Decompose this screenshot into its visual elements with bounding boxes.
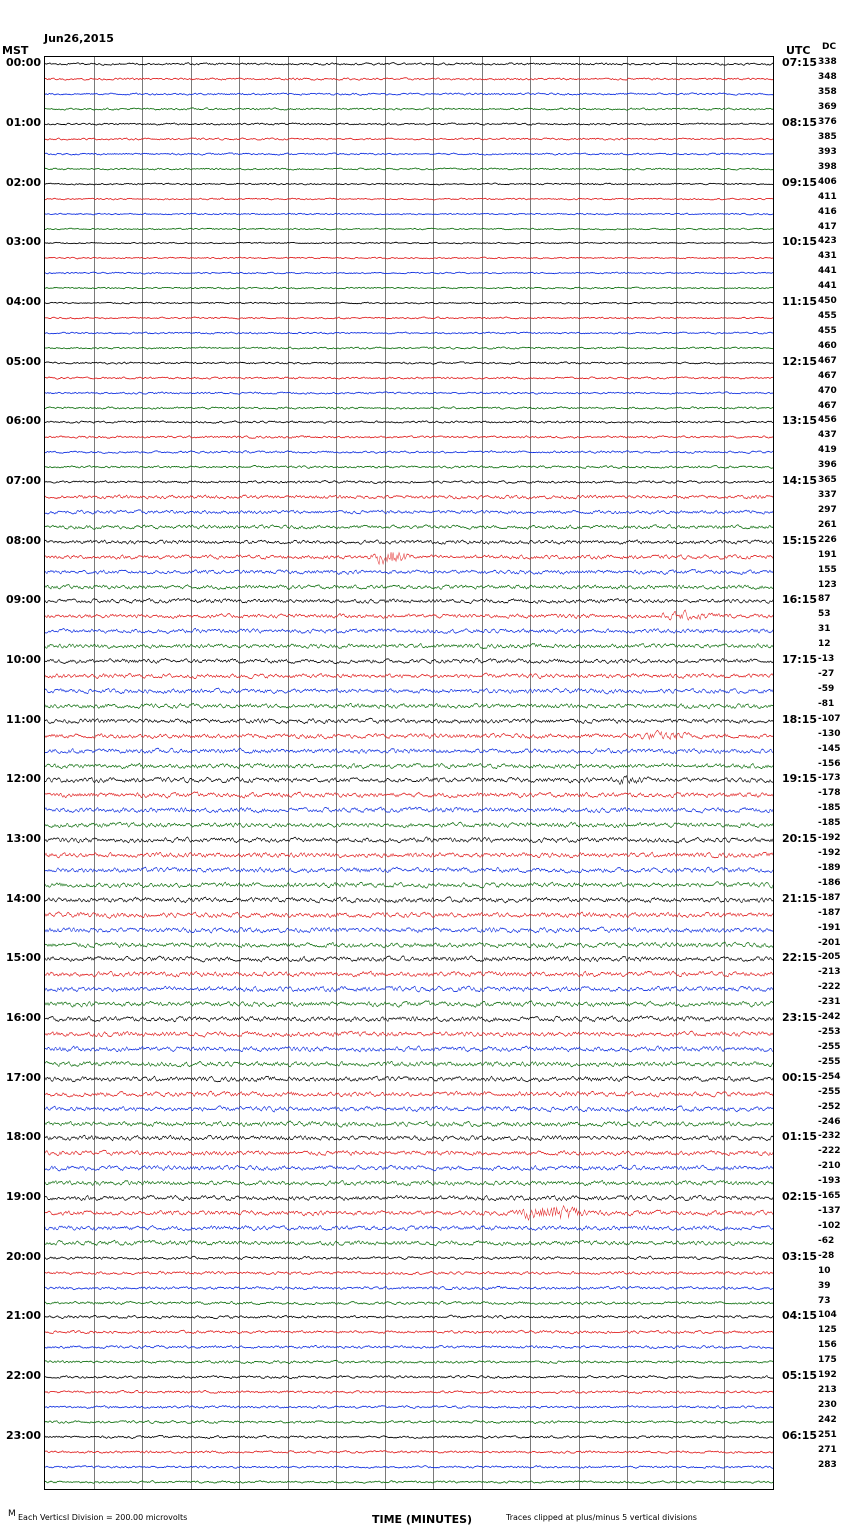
header-date: Jun26,2015 — [44, 32, 114, 45]
left-time-label: 17:00 — [6, 1070, 42, 1084]
right-time-label: 02:15 — [782, 1190, 818, 1204]
left-time-label: 23:00 — [6, 1428, 42, 1442]
dc-value: 192 — [818, 1370, 837, 1381]
dc-value: 12 — [818, 639, 831, 650]
dc-value: 385 — [818, 132, 837, 143]
right-time-label: 14:15 — [782, 474, 818, 488]
dc-value: 467 — [818, 370, 837, 381]
dc-value: -232 — [818, 1131, 841, 1142]
dc-value: -222 — [818, 1146, 841, 1157]
dc-value: -252 — [818, 1101, 841, 1112]
dc-value: -193 — [818, 1176, 841, 1187]
right-time-label: 06:15 — [782, 1428, 818, 1442]
right-time-label: 21:15 — [782, 891, 818, 905]
dc-value: -107 — [818, 713, 841, 724]
right-time-label: 19:15 — [782, 772, 818, 786]
dc-value: -255 — [818, 1056, 841, 1067]
dc-value: 467 — [818, 355, 837, 366]
right-time-label: 04:15 — [782, 1309, 818, 1323]
dc-value: 455 — [818, 311, 837, 322]
left-time-label: 12:00 — [6, 772, 42, 786]
right-time-label: 16:15 — [782, 593, 818, 607]
right-time-label: 05:15 — [782, 1369, 818, 1383]
dc-value: -185 — [818, 803, 841, 814]
dc-value: 123 — [818, 579, 837, 590]
dc-value: 39 — [818, 1280, 831, 1291]
dc-value: 213 — [818, 1385, 837, 1396]
dc-value: 423 — [818, 236, 837, 247]
left-time-label: 20:00 — [6, 1249, 42, 1263]
left-time-label: 02:00 — [6, 175, 42, 189]
left-time-label: 01:00 — [6, 116, 42, 130]
dc-value: -255 — [818, 1086, 841, 1097]
left-time-label: 09:00 — [6, 593, 42, 607]
right-time-label: 01:15 — [782, 1130, 818, 1144]
dc-value: 155 — [818, 564, 837, 575]
left-time-label: 13:00 — [6, 832, 42, 846]
right-time-label: 17:15 — [782, 653, 818, 667]
dc-value: -185 — [818, 818, 841, 829]
dc-value: -192 — [818, 833, 841, 844]
dc-value: 358 — [818, 87, 837, 98]
dc-value: 470 — [818, 385, 837, 396]
dc-value: 467 — [818, 400, 837, 411]
dc-value: -210 — [818, 1161, 841, 1172]
dc-value: -173 — [818, 773, 841, 784]
dc-value: 348 — [818, 72, 837, 83]
left-time-label: 10:00 — [6, 653, 42, 667]
dc-value: 417 — [818, 221, 837, 232]
dc-value: 369 — [818, 102, 837, 113]
dc-value: 175 — [818, 1355, 837, 1366]
right-time-label: 08:15 — [782, 116, 818, 130]
dc-value: -187 — [818, 892, 841, 903]
left-time-label: 08:00 — [6, 533, 42, 547]
dc-value: 365 — [818, 475, 837, 486]
dc-value: -156 — [818, 758, 841, 769]
dc-value: -27 — [818, 669, 835, 680]
dc-value: -187 — [818, 907, 841, 918]
left-time-label: 14:00 — [6, 891, 42, 905]
dc-value: -178 — [818, 788, 841, 799]
left-axis-label: MST — [2, 44, 29, 57]
left-time-label: 15:00 — [6, 951, 42, 965]
left-time-label: 18:00 — [6, 1130, 42, 1144]
right-time-label: 10:15 — [782, 235, 818, 249]
dc-value: 441 — [818, 266, 837, 277]
dc-value: -205 — [818, 952, 841, 963]
dc-value: 73 — [818, 1295, 831, 1306]
left-time-label: 11:00 — [6, 712, 42, 726]
dc-value: 191 — [818, 549, 837, 560]
right-time-label: 11:15 — [782, 295, 818, 309]
dc-value: 419 — [818, 445, 837, 456]
right-time-label: 22:15 — [782, 951, 818, 965]
scale-note: Each Verticsl Division = 200.00 microvolts — [18, 1513, 188, 1522]
dc-value: 441 — [818, 281, 837, 292]
dc-value: -81 — [818, 698, 835, 709]
dc-value: 261 — [818, 519, 837, 530]
trace-row — [45, 1469, 773, 1489]
dc-value: 271 — [818, 1444, 837, 1455]
dc-value: 416 — [818, 206, 837, 217]
dc-value: -254 — [818, 1071, 841, 1082]
dc-value: 297 — [818, 504, 837, 515]
left-time-label: 07:00 — [6, 474, 42, 488]
dc-value: -201 — [818, 937, 841, 948]
dc-value: 456 — [818, 415, 837, 426]
dc-value: 431 — [818, 251, 837, 262]
dc-value: -62 — [818, 1235, 835, 1246]
dc-value: 398 — [818, 161, 837, 172]
dc-value: 396 — [818, 460, 837, 471]
dc-value: -222 — [818, 982, 841, 993]
dc-value: 251 — [818, 1429, 837, 1440]
dc-value: 87 — [818, 594, 831, 605]
dc-value: 460 — [818, 340, 837, 351]
dc-value: -28 — [818, 1250, 835, 1261]
right-time-label: 00:15 — [782, 1070, 818, 1084]
dc-value: -253 — [818, 1027, 841, 1038]
right-time-label: 20:15 — [782, 832, 818, 846]
dc-value: 376 — [818, 117, 837, 128]
dc-value: -191 — [818, 922, 841, 933]
dc-value: 406 — [818, 176, 837, 187]
dc-value: -192 — [818, 848, 841, 859]
dc-value: -186 — [818, 877, 841, 888]
left-time-label: 22:00 — [6, 1369, 42, 1383]
dc-value: 338 — [818, 57, 837, 68]
dc-value: 437 — [818, 430, 837, 441]
clip-note: Traces clipped at plus/minus 5 vertical divisions — [506, 1513, 697, 1522]
left-time-label: 04:00 — [6, 295, 42, 309]
dc-value: -59 — [818, 683, 835, 694]
dc-value: -246 — [818, 1116, 841, 1127]
dc-value: 31 — [818, 624, 831, 635]
dc-value: -165 — [818, 1191, 841, 1202]
dc-column-label: DC — [822, 42, 837, 52]
dc-value: 455 — [818, 325, 837, 336]
left-time-label: 21:00 — [6, 1309, 42, 1323]
dc-value: -231 — [818, 997, 841, 1008]
dc-value: -13 — [818, 654, 835, 665]
dc-value: 10 — [818, 1265, 831, 1276]
dc-value: 53 — [818, 609, 831, 620]
x-axis-title: TIME (MINUTES) — [372, 1513, 473, 1526]
dc-value: 226 — [818, 534, 837, 545]
dc-value: 230 — [818, 1399, 837, 1410]
right-time-label: 18:15 — [782, 712, 818, 726]
right-axis-label: UTC — [786, 44, 811, 57]
right-time-label: 09:15 — [782, 175, 818, 189]
right-time-label: 13:15 — [782, 414, 818, 428]
left-time-label: 16:00 — [6, 1011, 42, 1025]
dc-value: -213 — [818, 967, 841, 978]
scale-mark-icon: M — [8, 1509, 16, 1519]
right-time-label: 07:15 — [782, 56, 818, 70]
trace-container — [45, 57, 773, 1489]
dc-value: -189 — [818, 862, 841, 873]
dc-value: 411 — [818, 191, 837, 202]
right-time-label: 23:15 — [782, 1011, 818, 1025]
left-time-label: 05:00 — [6, 354, 42, 368]
dc-value: 337 — [818, 490, 837, 501]
dc-value: 242 — [818, 1414, 837, 1425]
right-time-label: 12:15 — [782, 354, 818, 368]
left-time-label: 03:00 — [6, 235, 42, 249]
dc-value: 104 — [818, 1310, 837, 1321]
helicorder-plot[interactable] — [44, 56, 774, 1490]
dc-value: 393 — [818, 146, 837, 157]
left-time-label: 19:00 — [6, 1190, 42, 1204]
dc-value: -255 — [818, 1041, 841, 1052]
dc-value: 450 — [818, 296, 837, 307]
dc-value: -130 — [818, 728, 841, 739]
right-time-label: 03:15 — [782, 1249, 818, 1263]
dc-value: -145 — [818, 743, 841, 754]
right-time-label: 15:15 — [782, 533, 818, 547]
left-time-label: 00:00 — [6, 56, 42, 70]
dc-value: -137 — [818, 1206, 841, 1217]
left-time-label: 06:00 — [6, 414, 42, 428]
dc-value: -242 — [818, 1012, 841, 1023]
dc-value: 283 — [818, 1459, 837, 1470]
dc-value: -102 — [818, 1220, 841, 1231]
dc-value: 125 — [818, 1325, 837, 1336]
dc-value: 156 — [818, 1340, 837, 1351]
